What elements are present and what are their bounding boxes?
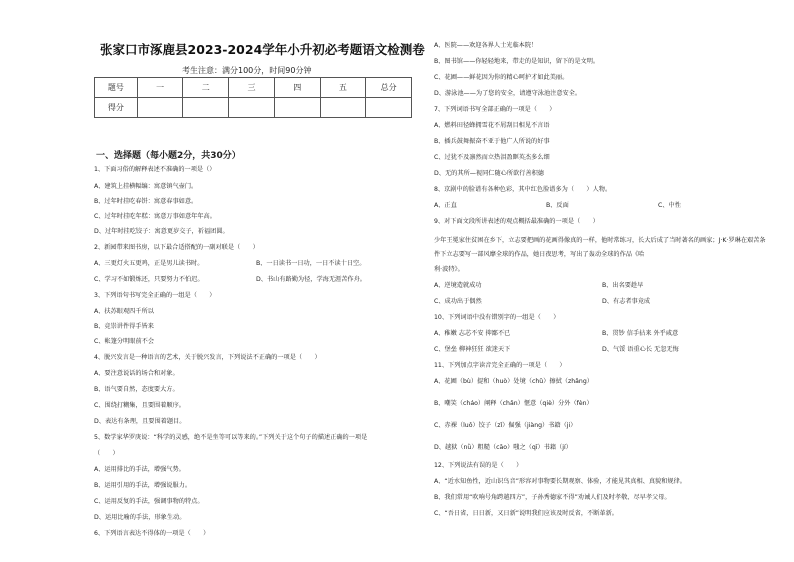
option-line: B、插兵鼓舞振奋不亚于他广人所说的好事 xyxy=(434,138,550,145)
question-line: 9、对下面文段所讲表述的观点概括最准确的一项是（ ） xyxy=(434,218,599,225)
option-line: C、过年时挂吃年糕：寓意万事如意年年高。 xyxy=(94,213,216,220)
question-line-cont: （ ） xyxy=(94,450,119,457)
option-line: B、语气要自然，态度要大方。 xyxy=(94,386,179,393)
option-line: B、图书馆——你轻轻地来，带走的是知识，留下的是文明。 xyxy=(434,58,600,65)
option-line: A、运用排比的手法，增强气势。 xyxy=(94,466,185,473)
option-line: A、稚嫩 志芯不安 抑鄙不已 xyxy=(434,330,511,337)
option-line: B、过年时挂吃春饼：寓意春事如意。 xyxy=(94,198,198,205)
option-line: B、竞崇讲件得手皆来 xyxy=(94,323,154,330)
option-line: C、学习不如锻炼还，只要努力不怕迟。 xyxy=(94,276,204,283)
passage-text: 少年王冕家住贫困在乡下，立志要把画的花画得像真的一样，他时常练习，长大后成了当时著名的画家；J·K·罗琳在艰苦条件下立志要写一部风靡全球的作品，她日夜思考，写出了轰动全球的作品《哈 xyxy=(434,237,766,258)
option-line: A、正直 xyxy=(434,202,457,209)
option-line: C、堡垒 柳神狂狂 欲迷天下 xyxy=(434,346,511,353)
score-cell[interactable] xyxy=(137,98,183,118)
score-header-cell: 题号 xyxy=(95,78,138,98)
option-line: A、要注意说话的场合和对象。 xyxy=(94,370,179,377)
question-line: 2、新园带来图书房，以下最合适搭配的一副对联是（ ） xyxy=(94,244,259,251)
option-line: D、过年时挂吃饺子：寓意更岁交子，祈福团圆。 xyxy=(94,228,229,235)
score-header-cell: 一 xyxy=(137,78,183,98)
option-line: D、越狱（nǜ）粗糙（cāo）嗤之（qī）书籍（jí） xyxy=(434,444,572,451)
question-line: 6、下列语言表达不得体的一项是（ ） xyxy=(94,530,210,537)
score-cell[interactable] xyxy=(320,98,366,118)
question-line: 12、下列说法有误的是（ ） xyxy=(434,462,523,469)
score-cell[interactable] xyxy=(229,98,275,118)
score-table-header-row xyxy=(95,78,412,98)
option-line: A、三更灯火五更鸡，正是男儿读书时。 xyxy=(94,260,204,267)
score-row-label: 得分 xyxy=(95,98,138,118)
option-line: D、游泳池——为了您的安全，请遵守泳池注意安全。 xyxy=(434,90,582,97)
option-line: D、运用比喻的手法，形象生动。 xyxy=(94,514,186,521)
page-title: 张家口市涿鹿县2023-2024学年小升初必考题语文检测卷 xyxy=(100,42,425,57)
score-header-cell: 四 xyxy=(274,78,320,98)
option-line: B、一日读书一日功，一日不读十日空。 xyxy=(256,260,366,267)
option-line: B、嘲笑（cháo）阐释（chǎn）惬意（qiè）分外（fèn） xyxy=(434,400,593,407)
option-line: B、出名要趁早 xyxy=(602,282,644,289)
option-line: C、赤裸（luǒ）饺子（zǐ）倔强（jiàng）书籍（ji） xyxy=(434,422,577,429)
option-line: A、逆境造就成功 xyxy=(434,282,482,289)
option-line: A、扶苏眼观四千所以 xyxy=(94,308,154,315)
question-line: 10、下列词语中没有错别字的一组是（ ） xyxy=(434,314,560,321)
option-line: C、过犹不及凛然而立热泪盈眶英杰多么细 xyxy=(434,154,550,161)
question-line: 1、下面习俗的解释表述不准确的一项是（） xyxy=(94,166,216,173)
option-line: B、贯钞 信手拈来 外乎咸意 xyxy=(602,330,679,337)
option-line: A、燃料田径蜂拥雪花不屑刮目相见不言语 xyxy=(434,122,550,129)
option-line: B、反面 xyxy=(546,202,569,209)
score-header-cell: 三 xyxy=(229,78,275,98)
option-line: C、花圃——鲜花因为你的精心呵护才如此美丽。 xyxy=(434,74,569,81)
score-header-cell: 总分 xyxy=(366,78,412,98)
option-line: C、中性 xyxy=(658,202,681,209)
option-line: A、“近水知鱼性，近山识鸟音”形容对事物要长期观察、体验，才能见其真相、真貌和规律。 xyxy=(434,478,686,485)
score-header-cell: 二 xyxy=(183,78,229,98)
option-line: D、有志者事竟成 xyxy=(602,298,651,305)
option-line: C、帐篷分明眼前不会 xyxy=(94,338,155,345)
score-cell[interactable] xyxy=(274,98,320,118)
question-line: 5、数学家华罗庚说：“科学的灵感，绝不是坐等可以等来的。”下列关于这个句子的描述正确的一项是 xyxy=(94,434,368,441)
score-table xyxy=(94,77,412,118)
question-line: 11、下列加点字读音完全正确的一项是（ ） xyxy=(434,362,566,369)
option-line: B、运用引用的手法，增强说服力。 xyxy=(94,482,192,489)
option-line: D、表达有条理，且要围着题目。 xyxy=(94,418,186,425)
section-heading: 一、选择题（每小题2分，共30分） xyxy=(96,151,241,161)
option-line: A、建筑上挂横幅编：寓意镇气壶门。 xyxy=(94,183,198,190)
question-line: 4、脱兴发言是一种语言的艺术，关于脱兴发言，下列说法不正确的一项是（ ） xyxy=(94,354,321,361)
option-line: A、医院——欢迎各界人士光临本院！ xyxy=(434,42,538,49)
exam-notice: 考生注意：满分100分，时间90分钟 xyxy=(182,66,312,75)
option-line: A、花圃（bù）提和（huò）处境（chǔ）擦拭（zhǎng） xyxy=(434,378,593,385)
option-line: D、气馁 语重心长 无忽无悔 xyxy=(602,346,679,353)
option-line: C、“吾日省，日日新，又日新”说明我们应该及时反省，不断革新。 xyxy=(434,510,618,517)
score-header-cell: 五 xyxy=(320,78,366,98)
option-line: C、围绕打糊集，且要围着顺序。 xyxy=(94,402,185,409)
option-line: D、书山有路勤为径，学海无涯苦作舟。 xyxy=(256,276,366,283)
question-line: 7、下列词语书写全部正确的一项是（ ） xyxy=(434,106,556,113)
passage-text-cont: 利·波特》。 xyxy=(434,266,464,273)
question-line: 8、京剧中的脸谱有各种色彩，其中红色脸谱多为（ ）人物。 xyxy=(434,186,612,193)
option-line: C、成功出于偶然 xyxy=(434,298,482,305)
option-line: B、我们常用“吹响号角跨越四方”，子孙秀德家不得”劝诫人们及时孝敬、尽早孝父母。 xyxy=(434,494,671,501)
option-line: C、运用反复的手法，强调事物的特点。 xyxy=(94,498,204,505)
question-line: 3、下列语句书写完全正确的一组是（ ） xyxy=(94,292,216,299)
score-table-row xyxy=(95,98,412,118)
score-cell[interactable] xyxy=(366,98,412,118)
score-cell[interactable] xyxy=(183,98,229,118)
option-line: D、无的其所—视同仁随心所欲行善积德 xyxy=(434,170,544,177)
